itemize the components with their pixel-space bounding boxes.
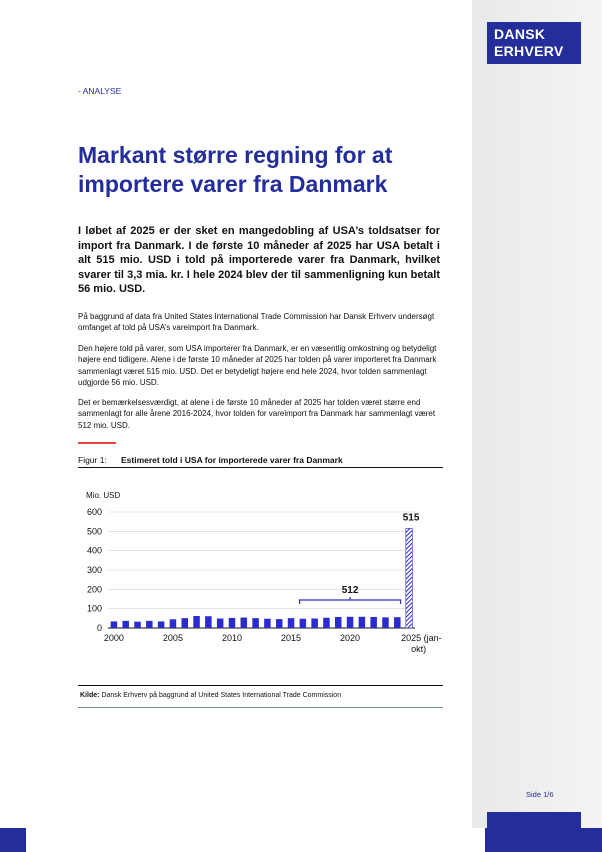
x-tick-label: 2015 <box>281 633 302 643</box>
highlight-data-label: 515 <box>402 512 420 524</box>
y-tick-label: 400 <box>86 545 102 556</box>
bar <box>288 618 294 628</box>
bar <box>264 619 270 628</box>
bar <box>229 618 235 628</box>
page-number: Side 1/6 <box>526 790 554 799</box>
x-tick-label: 2005 <box>162 633 183 643</box>
y-tick-label: 100 <box>86 603 102 614</box>
bar <box>122 621 128 628</box>
footer-tab <box>487 812 581 828</box>
figure-label: Figur 1: <box>78 455 107 465</box>
y-tick-labels <box>87 507 102 633</box>
page-title: Markant større regning for at importere varer fra Danmark <box>78 142 393 197</box>
figure-rule <box>78 467 443 468</box>
bar <box>134 622 140 628</box>
y-tick-label: 0 <box>96 623 102 633</box>
source-note <box>80 692 341 699</box>
bar <box>276 619 282 628</box>
bar <box>217 619 223 628</box>
bar-highlight <box>406 528 412 628</box>
bar <box>193 616 199 628</box>
bar <box>347 617 353 628</box>
bar <box>359 617 365 628</box>
bracket-label: 512 <box>341 585 359 596</box>
bar <box>252 618 258 628</box>
tariff-bar-chart <box>78 482 448 672</box>
bar <box>182 618 188 628</box>
footer-white <box>26 828 485 852</box>
grid-lines <box>108 512 415 628</box>
x-tick-label: 2010 <box>221 633 242 643</box>
body-paragraph-1: På baggrund af data fra United States International Trade Commission har Dansk Erhverv undersøgt omfanget af told på USA’s vareimport fra Danmark. <box>78 312 435 333</box>
bar <box>394 617 400 628</box>
logo-line-2: ERHVERV <box>494 43 564 59</box>
source-label: Kilde: <box>80 692 100 699</box>
y-tick-label: 600 <box>86 507 102 517</box>
bar <box>311 619 317 628</box>
body-paragraph-3: Det er bemærkelsesværdigt, at alene i de første 10 måneder af 2025 har tolden været større end sammenlagt for alle årene 2016-2024, hvor tolden for vareimport fra Danmark har sammenlagt været 512 mio. USD. <box>78 398 436 430</box>
x-tick-label-extra: okt) <box>411 644 427 654</box>
annotations <box>300 512 420 604</box>
body-paragraph-2: Den højere told på varer, som USA importerer fra Danmark, er en væsentlig omkostning og betydeligt højere end tidligere. Alene i de første 10 måneder af 2025 har tolden på varer importeret fra Danmark sammenlagt været 515 mio. USD. Det er betydeligt højere end hele 2024, hvor tolden sammenlagt udgjorde 56 mio. USD. <box>78 344 437 387</box>
bar <box>300 619 306 628</box>
x-tick-label: 2025 (jan- <box>401 633 442 643</box>
source-rule-bottom <box>78 707 443 708</box>
bar <box>241 618 247 628</box>
side-strip <box>472 0 602 852</box>
source-rule <box>78 685 443 686</box>
logo-line-1: DANSK <box>494 26 546 42</box>
bar <box>111 621 117 628</box>
bar <box>382 617 388 628</box>
lead-paragraph: I løbet af 2025 er der sket en mangedobling af USA’s toldsatser for import fra Danmark. I de første 10 måneder af 2025 har USA betalt i alt 515 mio. USD i told på importerede varer fra Danmark, hvilket svarer til 3,3 mia. kr. I hele 2024 blev der til sammenligning kun betalt 56 mio. USD. <box>78 225 440 296</box>
y-tick-label: 500 <box>86 526 102 537</box>
sum-bracket <box>300 597 401 604</box>
source-text: Dansk Erhverv på baggrund af United States International Trade Commission <box>101 692 342 699</box>
y-axis-label: Mio. USD <box>86 491 121 500</box>
x-tick-label: 2020 <box>340 633 361 643</box>
figure-title: Estimeret told i USA for importerede varer fra Danmark <box>121 455 343 465</box>
bar <box>146 621 152 628</box>
kicker: - ANALYSE <box>78 86 122 96</box>
bar <box>205 616 211 628</box>
bar <box>170 619 176 628</box>
x-tick-label: 2000 <box>103 633 124 643</box>
dansk-erhverv-logo <box>487 22 581 64</box>
x-tick-labels <box>104 633 442 654</box>
bar <box>370 617 376 628</box>
y-tick-label: 200 <box>86 584 102 595</box>
accent-divider <box>78 442 116 444</box>
bar <box>323 618 329 628</box>
bars <box>111 528 413 628</box>
y-tick-label: 300 <box>86 565 102 575</box>
bar <box>158 621 164 628</box>
bar <box>335 617 341 628</box>
